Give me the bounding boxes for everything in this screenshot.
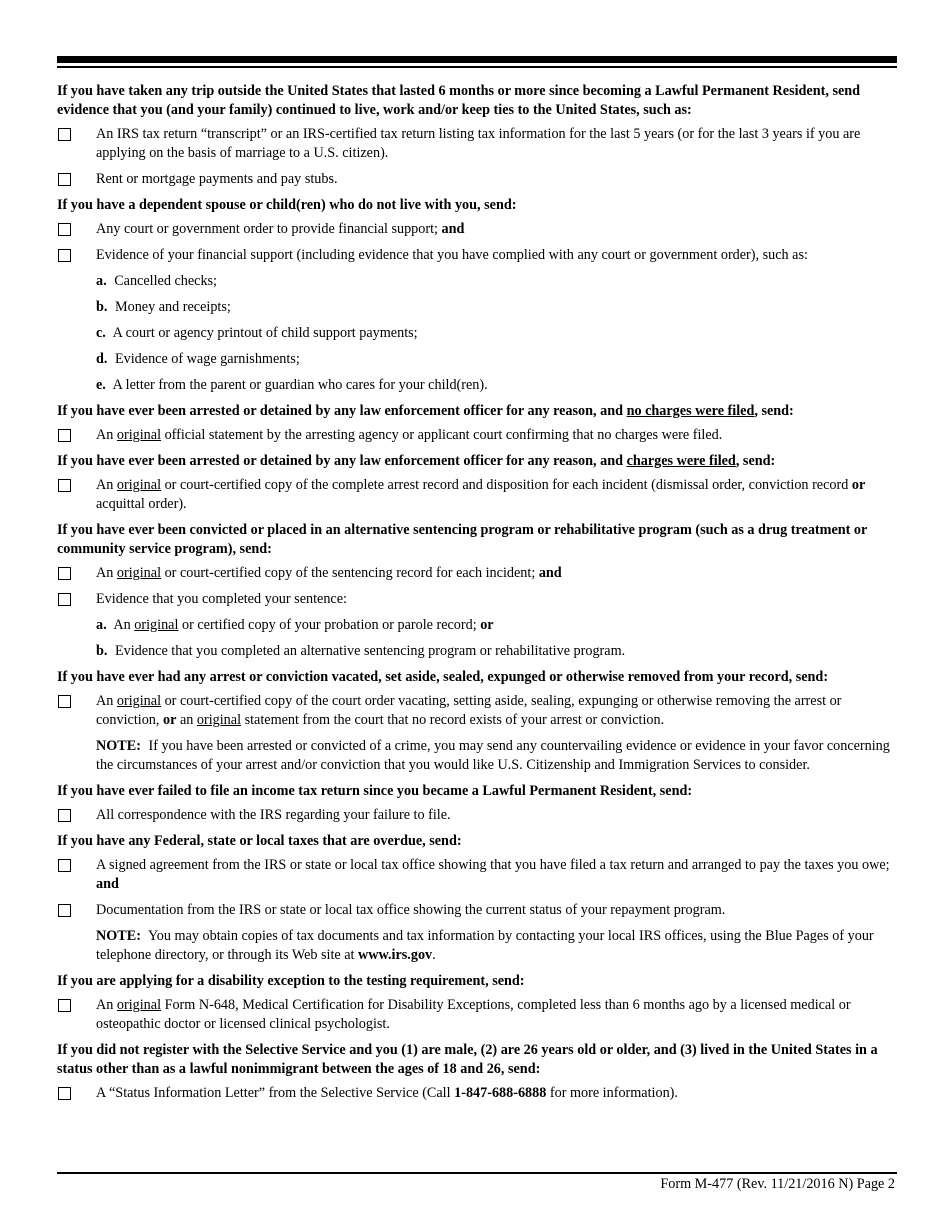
section-selective-service-heading: If you did not register with the Selective Service and you (1) are male, (2) are 26 years old or older, and (3) lived in the United States in a status other than as a lawful nonimmigrant between the ages of 18 and 26, send:: [57, 1042, 878, 1077]
checklist-item-official-statement: An original official statement by the arresting agency or applicant court confirming that no charges were filed.: [57, 426, 897, 445]
checkbox[interactable]: [58, 429, 71, 442]
checklist-item-arrest-record: An original or court-certified copy of the complete arrest record and disposition for each incident (dismissal order, conviction record or acquittal order).: [57, 476, 897, 514]
sub-item: d. Evidence of wage garnishments;: [96, 351, 300, 367]
checklist-item-court-order-vacating: An original or court-certified copy of the court order vacating, setting aside, sealing, expunging or otherwise removing the arrest or conviction, or an original statement from the court that no record exists of your arrest or conviction.: [57, 692, 897, 730]
sub-item: c. A court or agency printout of child support payments;: [96, 325, 418, 341]
top-rule-thin: [57, 66, 897, 68]
section-overdue-taxes-heading: If you have any Federal, state or local taxes that are overdue, send:: [57, 833, 462, 849]
checklist-item-status-letter: A “Status Information Letter” from the Selective Service (Call 1-847-688-6888 for more information).: [57, 1084, 897, 1103]
checkbox[interactable]: [58, 904, 71, 917]
sub-item: a. Cancelled checks;: [96, 273, 217, 289]
checkbox[interactable]: [58, 999, 71, 1012]
section-vacated-heading: If you have ever had any arrest or conviction vacated, set aside, sealed, expunged or otherwise removed from your record, send:: [57, 669, 829, 685]
section-failed-tax-heading: If you have ever failed to file an income tax return since you became a Lawful Permanent Resident, send:: [57, 783, 693, 799]
section-dependent-heading: If you have a dependent spouse or child(ren) who do not live with you, send:: [57, 197, 517, 213]
checklist-item-rent-mortgage: Rent or mortgage payments and pay stubs.: [57, 170, 897, 189]
footer-rule: [57, 1172, 897, 1174]
document-content: [57, 82, 897, 1110]
checkbox[interactable]: [58, 859, 71, 872]
section-convicted-heading: If you have ever been convicted or placed in an alternative sentencing program or rehabilitative program (such as a drug treatment or community service program), send:: [57, 522, 868, 557]
checklist-item-tax-transcript: An IRS tax return “transcript” or an IRS-certified tax return listing tax information for the last 5 years (or for the last 3 years if you are applying on the basis of marriage to a U.S. citizen).: [57, 125, 897, 163]
note: NOTE: You may obtain copies of tax documents and tax information by contacting your local IRS offices, using the Blue Pages of your telephone directory, or through its Web site at www.irs.gov.: [96, 928, 874, 963]
section-disability-heading: If you are applying for a disability exception to the testing requirement, send:: [57, 973, 525, 989]
checkbox[interactable]: [58, 695, 71, 708]
checkbox[interactable]: [58, 809, 71, 822]
checkbox[interactable]: [58, 173, 71, 186]
checklist-item-form-n648: An original Form N-648, Medical Certification for Disability Exceptions, completed less than 6 months ago by a licensed medical or osteopathic doctor or licensed clinical psychologist.: [57, 996, 897, 1034]
checklist-item-court-order: Any court or government order to provide financial support; and: [57, 220, 897, 239]
checklist-item-sentencing-record: An original or court-certified copy of the sentencing record for each incident; and: [57, 564, 897, 583]
section-trip-heading: If you have taken any trip outside the United States that lasted 6 months or more since becoming a Lawful Permanent Resident, send evidence that you (and your family) continued to live, work and/or keep ties to the United States, such as:: [57, 83, 861, 118]
checklist-item-financial-support: Evidence of your financial support (including evidence that you have complied with any court or government order), such as:: [57, 246, 897, 265]
checklist-item-completed-sentence: Evidence that you completed your sentence:: [57, 590, 897, 609]
note: NOTE: If you have been arrested or convicted of a crime, you may send any countervailing evidence or evidence in your favor concerning the circumstances of your arrest and/or conviction that you would like U.S. Citizenship and Immigration Services to consider.: [96, 738, 890, 773]
checkbox[interactable]: [58, 128, 71, 141]
checkbox[interactable]: [58, 1087, 71, 1100]
checklist-item-irs-correspondence: All correspondence with the IRS regarding your failure to file.: [57, 806, 897, 825]
irs-link[interactable]: www.irs.gov: [358, 947, 433, 963]
sub-item: b. Money and receipts;: [96, 299, 231, 315]
checkbox[interactable]: [58, 479, 71, 492]
top-rule-thick: [57, 56, 897, 63]
checkbox[interactable]: [58, 249, 71, 262]
checkbox[interactable]: [58, 223, 71, 236]
checkbox[interactable]: [58, 593, 71, 606]
checklist-item-signed-agreement: A signed agreement from the IRS or state or local tax office showing that you have filed a tax return and arranged to pay the taxes you owe; and: [57, 856, 897, 894]
form-footer: Form M-477 (Rev. 11/21/2016 N) Page 2: [660, 1176, 895, 1192]
sub-item: b. Evidence that you completed an alternative sentencing program or rehabilitative program.: [96, 643, 626, 659]
section-charges-filed-heading: If you have ever been arrested or detained by any law enforcement officer for any reason, and charges were filed, send:: [57, 453, 776, 469]
checkbox[interactable]: [58, 567, 71, 580]
sub-item: e. A letter from the parent or guardian who cares for your child(ren).: [96, 377, 488, 393]
sub-item: a. An original or certified copy of your probation or parole record; or: [96, 617, 494, 633]
section-no-charges-heading: If you have ever been arrested or detained by any law enforcement officer for any reason, and no charges were filed, send:: [57, 403, 794, 419]
checklist-item-repayment-status: Documentation from the IRS or state or local tax office showing the current status of your repayment program.: [57, 901, 897, 920]
